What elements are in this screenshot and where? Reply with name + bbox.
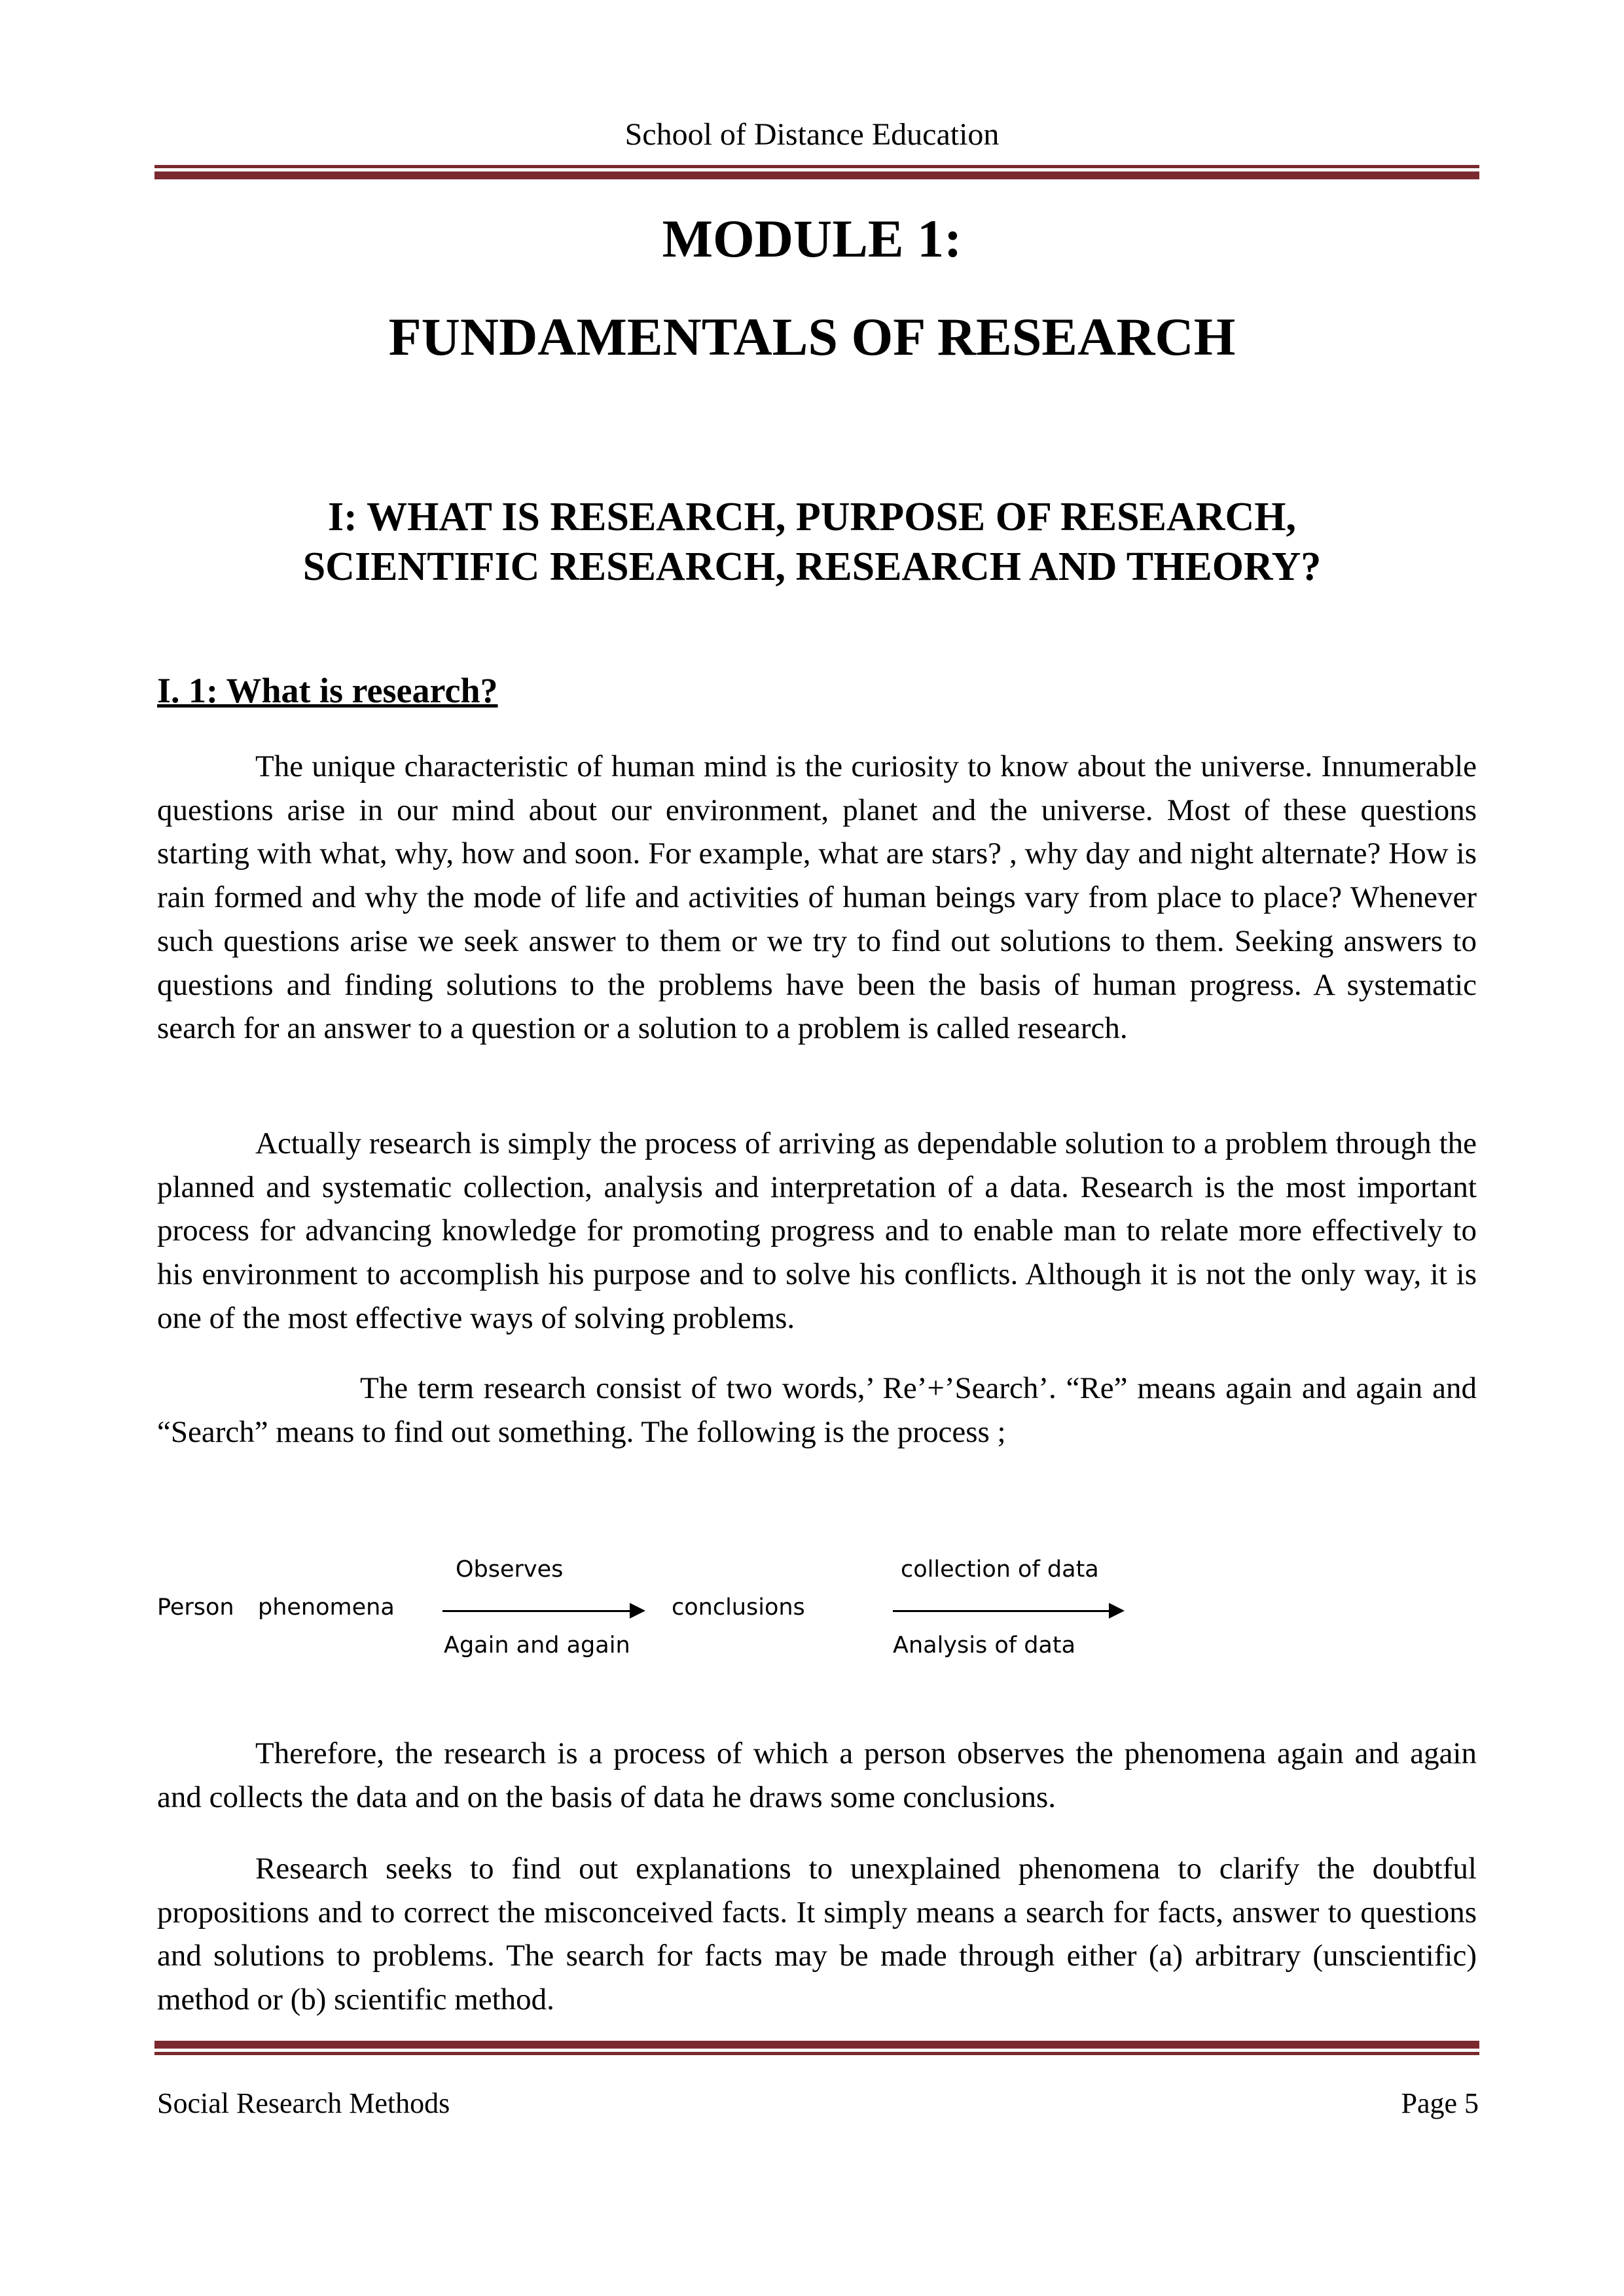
diagram-label-analysis: Analysis of data <box>893 1632 1076 1659</box>
paragraph: Research seeks to find out explanations to unexplained phenomena to clarify the doubtful propositions and to correct the misconceived facts. It simply means a search for facts, answer to questions and solutions to problems. The search for facts may be made through either (a) arbitrary (unscientific) method or (b) scientific method. <box>157 1852 1477 2017</box>
diagram-label-observes: Observes <box>456 1556 564 1583</box>
diagram-label-again: Again and again <box>444 1632 630 1659</box>
diagram-label-conclusions: conclusions <box>672 1594 805 1621</box>
paragraph: The term research consist of two words,’ Re’+’Search’. “Re” means again and again and “Search” means to find out something. The following is the process ; <box>157 1371 1477 1449</box>
footer-course: Social Research Methods <box>157 2087 450 2119</box>
section-heading-line-1: I: WHAT IS RESEARCH, PURPOSE OF RESEARCH, <box>327 495 1297 539</box>
diagram-label-person: Person <box>157 1594 234 1621</box>
arrow-icon <box>893 1610 1110 1612</box>
paragraph: Therefore, the research is a process of which a person observes the phenomena again and again and collects the data and on the basis of data he draws some conclusions. <box>157 1736 1477 1814</box>
diagram-label-phenomena: phenomena <box>258 1594 395 1621</box>
arrow-icon <box>442 1610 631 1612</box>
footer-page-number: Page 5 <box>1401 2087 1479 2119</box>
header-rule <box>154 165 1479 179</box>
module-name: FUNDAMENTALS OF RESEARCH <box>388 307 1236 367</box>
paragraph: Actually research is simply the process of arriving as dependable solution to a problem through the planned and systematic collection, analysis and interpretation of a data. Research is the most important process for advancing knowledge for promoting progress and to enable man to relate more effectively to his environment to accomplish his purpose and to solve his conflicts. Although it is not the only way, it is one of the most effective ways of solving problems. <box>157 1126 1477 1335</box>
subheading: I. 1: What is research? <box>157 671 498 710</box>
paragraph: The unique characteristic of human mind is the curiosity to know about the universe. Innumerable questions arise in our mind about our environment, planet and the universe. Most of these questions starting with what, why, how and soon. For example, what are stars? , why day and night alternate? How is rain formed and why the mode of life and activities of human beings vary from place to place? Whenever such questions arise we seek answer to them or we try to find out solutions to them. Seeking answers to questions and finding solutions to the problems have been the basis of human progress. A systematic search for an answer to a question or a solution to a problem is called research. <box>157 749 1477 1046</box>
diagram-label-collection: collection of data <box>901 1556 1099 1583</box>
section-heading-line-2: SCIENTIFIC RESEARCH, RESEARCH AND THEORY? <box>302 545 1322 589</box>
page-header: School of Distance Education <box>624 117 1000 152</box>
footer-rule <box>154 2041 1479 2055</box>
module-title: MODULE 1: <box>662 209 962 268</box>
